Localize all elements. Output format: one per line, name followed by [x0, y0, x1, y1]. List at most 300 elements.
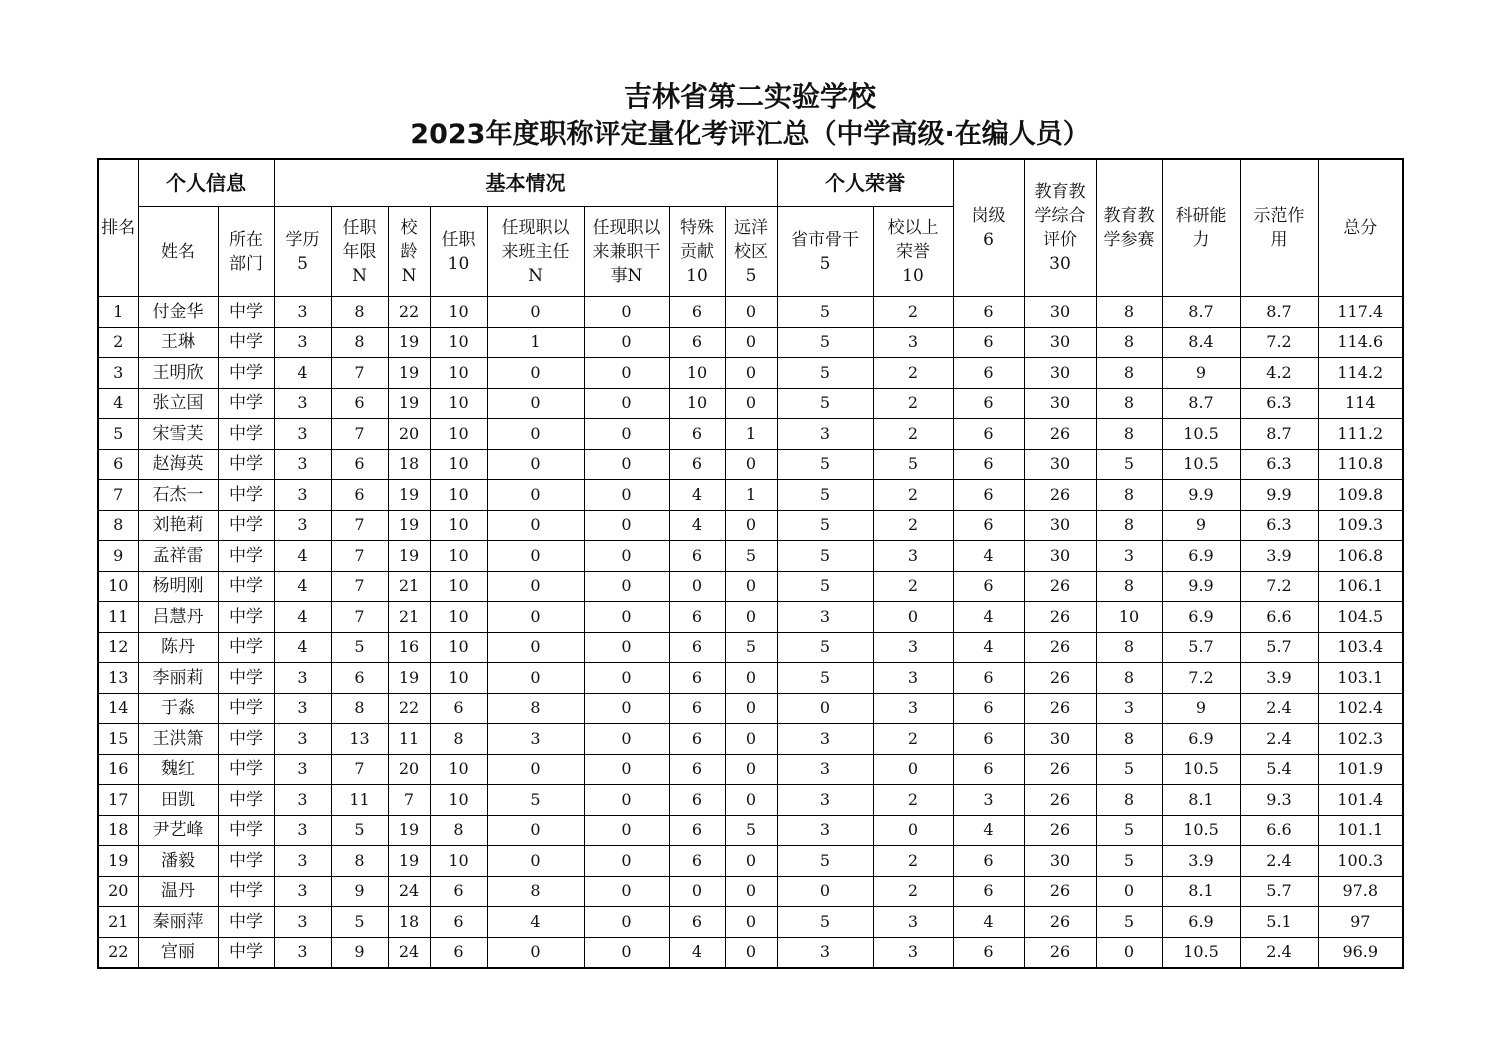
table-cell: 4	[274, 632, 331, 663]
table-cell: 18	[388, 449, 430, 480]
table-cell: 13	[98, 663, 138, 694]
table-cell: 7.2	[1162, 663, 1240, 694]
header-school-age: 校 龄 N	[388, 207, 430, 297]
table-cell: 96.9	[1318, 937, 1403, 968]
table-cell: 9	[1162, 510, 1240, 541]
table-cell: 11	[98, 602, 138, 633]
header-teaching-eval: 教育教 学综合 评价 30	[1024, 159, 1096, 297]
table-cell: 21	[388, 571, 430, 602]
table-cell: 18	[388, 907, 430, 938]
table-cell: 5.4	[1240, 754, 1318, 785]
table-cell: 4	[274, 358, 331, 389]
table-cell: 19	[388, 480, 430, 511]
name-cell: 王琳	[138, 327, 218, 358]
table-cell: 14	[98, 693, 138, 724]
table-cell: 7	[331, 571, 388, 602]
table-cell: 6	[669, 846, 725, 877]
table-cell: 6.3	[1240, 510, 1318, 541]
table-cell: 6.9	[1162, 602, 1240, 633]
table-cell: 6	[669, 724, 725, 755]
table-cell: 6	[953, 388, 1024, 419]
table-cell: 0	[725, 358, 777, 389]
header-special-contribution: 特殊 贡献 10	[669, 207, 725, 297]
table-cell: 8	[1096, 388, 1162, 419]
table-cell: 4	[274, 571, 331, 602]
table-cell: 2.4	[1240, 937, 1318, 968]
table-cell: 6	[669, 785, 725, 816]
name-cell: 赵海英	[138, 449, 218, 480]
table-cell: 0	[487, 815, 584, 846]
table-cell: 26	[1024, 754, 1096, 785]
table-cell: 0	[725, 449, 777, 480]
table-cell: 3	[274, 327, 331, 358]
table-cell: 3	[873, 907, 953, 938]
table-cell: 30	[1024, 358, 1096, 389]
table-cell: 10	[430, 480, 487, 511]
table-cell: 3	[873, 541, 953, 572]
table-cell: 9	[1162, 358, 1240, 389]
table-cell: 0	[487, 358, 584, 389]
table-cell: 8.7	[1162, 297, 1240, 328]
table-cell: 2	[873, 419, 953, 450]
table-cell: 0	[873, 754, 953, 785]
table-cell: 15	[98, 724, 138, 755]
table-cell: 0	[584, 846, 669, 877]
table-cell: 6	[669, 907, 725, 938]
table-cell: 0	[873, 602, 953, 633]
table-cell: 2	[873, 510, 953, 541]
table-cell: 8.7	[1162, 388, 1240, 419]
header-group-personal: 个人信息	[138, 159, 274, 207]
table-cell: 22	[388, 693, 430, 724]
table-cell: 6	[953, 876, 1024, 907]
table-cell: 5.7	[1162, 632, 1240, 663]
table-cell: 10	[430, 754, 487, 785]
table-cell: 4	[274, 602, 331, 633]
table-cell: 5	[1096, 846, 1162, 877]
table-cell: 0	[584, 876, 669, 907]
table-cell: 20	[388, 754, 430, 785]
table-cell: 114.6	[1318, 327, 1403, 358]
table-cell: 0	[725, 602, 777, 633]
table-cell: 26	[1024, 663, 1096, 694]
table-cell: 3	[274, 419, 331, 450]
table-cell: 0	[584, 480, 669, 511]
table-cell: 6	[953, 510, 1024, 541]
table-cell: 中学	[218, 876, 274, 907]
table-cell: 3	[274, 693, 331, 724]
table-row	[98, 358, 1403, 389]
table-cell: 6	[430, 693, 487, 724]
table-cell: 19	[388, 358, 430, 389]
table-row	[98, 754, 1403, 785]
table-cell: 97.8	[1318, 876, 1403, 907]
table-cell: 中学	[218, 480, 274, 511]
table-cell: 6	[953, 754, 1024, 785]
table-cell: 106.1	[1318, 571, 1403, 602]
table-cell: 16	[98, 754, 138, 785]
table-cell: 5	[1096, 815, 1162, 846]
name-cell: 宫丽	[138, 937, 218, 968]
table-cell: 0	[487, 663, 584, 694]
table-cell: 5	[331, 907, 388, 938]
table-cell: 8	[331, 693, 388, 724]
table-row	[98, 510, 1403, 541]
table-cell: 6.3	[1240, 388, 1318, 419]
table-cell: 5	[777, 510, 873, 541]
header-yuanyang-campus: 远洋 校区 5	[725, 207, 777, 297]
table-cell: 9.9	[1162, 480, 1240, 511]
table-cell: 117.4	[1318, 297, 1403, 328]
table-cell: 0	[487, 541, 584, 572]
table-cell: 26	[1024, 693, 1096, 724]
table-cell: 4.2	[1240, 358, 1318, 389]
table-cell: 0	[584, 419, 669, 450]
table-cell: 21	[388, 602, 430, 633]
table-cell: 6	[953, 358, 1024, 389]
name-cell: 宋雪芙	[138, 419, 218, 450]
table-cell: 中学	[218, 419, 274, 450]
name-cell: 魏红	[138, 754, 218, 785]
table-cell: 5	[873, 449, 953, 480]
table-cell: 109.8	[1318, 480, 1403, 511]
table-row	[98, 541, 1403, 572]
name-cell: 付金华	[138, 297, 218, 328]
name-cell: 石杰一	[138, 480, 218, 511]
table-cell: 11	[388, 724, 430, 755]
table-cell: 7	[331, 754, 388, 785]
name-cell: 潘毅	[138, 846, 218, 877]
table-cell: 3	[953, 785, 1024, 816]
table-cell: 1	[98, 297, 138, 328]
table-cell: 4	[953, 602, 1024, 633]
table-cell: 0	[584, 663, 669, 694]
table-cell: 3	[777, 754, 873, 785]
table-cell: 6	[953, 937, 1024, 968]
table-cell: 8	[1096, 510, 1162, 541]
header-total: 总分	[1318, 159, 1403, 297]
table-cell: 10	[430, 785, 487, 816]
table-row	[98, 388, 1403, 419]
table-cell: 9.9	[1240, 480, 1318, 511]
table-cell: 9.3	[1240, 785, 1318, 816]
table-cell: 5.7	[1240, 876, 1318, 907]
table-cell: 3	[274, 754, 331, 785]
table-cell: 10	[98, 571, 138, 602]
header-group-honor: 个人荣誉	[777, 159, 953, 207]
table-cell: 7.2	[1240, 327, 1318, 358]
table-cell: 中学	[218, 388, 274, 419]
table-cell: 0	[669, 571, 725, 602]
table-cell: 3	[777, 724, 873, 755]
table-cell: 中学	[218, 846, 274, 877]
table-cell: 0	[584, 907, 669, 938]
table-cell: 6	[430, 907, 487, 938]
table-row	[98, 724, 1403, 755]
header-group-basic: 基本情况	[274, 159, 777, 207]
table-cell: 102.3	[1318, 724, 1403, 755]
table-cell: 6.3	[1240, 449, 1318, 480]
name-cell: 刘艳莉	[138, 510, 218, 541]
table-cell: 103.4	[1318, 632, 1403, 663]
table-cell: 101.1	[1318, 815, 1403, 846]
table-cell: 1	[725, 419, 777, 450]
table-cell: 中学	[218, 693, 274, 724]
table-cell: 30	[1024, 541, 1096, 572]
table-cell: 5	[777, 297, 873, 328]
name-cell: 吕慧丹	[138, 602, 218, 633]
table-cell: 0	[584, 937, 669, 968]
table-cell: 0	[487, 480, 584, 511]
header-post-level: 岗级 6	[953, 159, 1024, 297]
table-cell: 5	[725, 541, 777, 572]
table-cell: 5	[777, 663, 873, 694]
table-cell: 0	[725, 663, 777, 694]
table-cell: 6	[953, 724, 1024, 755]
table-row	[98, 907, 1403, 938]
table-cell: 7	[331, 510, 388, 541]
table-cell: 6.6	[1240, 815, 1318, 846]
table-cell: 6.6	[1240, 602, 1318, 633]
table-cell: 0	[725, 876, 777, 907]
table-body	[98, 297, 1403, 969]
table-cell: 6	[669, 419, 725, 450]
name-cell: 王洪箫	[138, 724, 218, 755]
table-cell: 3	[274, 724, 331, 755]
table-cell: 0	[725, 510, 777, 541]
table-cell: 10	[430, 297, 487, 328]
table-cell: 30	[1024, 846, 1096, 877]
table-row	[98, 297, 1403, 328]
table-cell: 3	[274, 388, 331, 419]
table-cell: 6	[669, 663, 725, 694]
table-cell: 4	[953, 907, 1024, 938]
table-cell: 2	[873, 480, 953, 511]
table-cell: 2	[873, 785, 953, 816]
table-cell: 中学	[218, 297, 274, 328]
table-cell: 19	[388, 388, 430, 419]
table-cell: 10.5	[1162, 815, 1240, 846]
table-cell: 5	[777, 571, 873, 602]
table-cell: 8	[487, 693, 584, 724]
header-research: 科研能 力	[1162, 159, 1240, 297]
table-cell: 2.4	[1240, 724, 1318, 755]
table-row	[98, 846, 1403, 877]
table-cell: 9	[1162, 693, 1240, 724]
table-cell: 13	[331, 724, 388, 755]
table-cell: 10	[430, 449, 487, 480]
table-cell: 3.9	[1240, 663, 1318, 694]
table-cell: 0	[584, 297, 669, 328]
table-row	[98, 419, 1403, 450]
table-cell: 26	[1024, 937, 1096, 968]
table-cell: 8	[430, 815, 487, 846]
table-cell: 3	[98, 358, 138, 389]
table-cell: 21	[98, 907, 138, 938]
table-cell: 20	[388, 419, 430, 450]
table-cell: 2	[873, 876, 953, 907]
table-cell: 4	[953, 541, 1024, 572]
table-cell: 2	[98, 327, 138, 358]
name-cell: 李丽莉	[138, 663, 218, 694]
table-cell: 0	[487, 754, 584, 785]
table-cell: 26	[1024, 907, 1096, 938]
header-provincial-backbone: 省市骨干 5	[777, 207, 873, 297]
table-cell: 8.7	[1240, 419, 1318, 450]
table-cell: 8	[1096, 480, 1162, 511]
table-cell: 8	[1096, 327, 1162, 358]
table-cell: 9.9	[1162, 571, 1240, 602]
header-head-teacher: 任现职以 来班主任 N	[487, 207, 584, 297]
table-cell: 6	[953, 693, 1024, 724]
table-cell: 5.1	[1240, 907, 1318, 938]
table-cell: 10	[430, 419, 487, 450]
table-cell: 3	[1096, 693, 1162, 724]
table-cell: 17	[98, 785, 138, 816]
table-cell: 1	[725, 480, 777, 511]
table-cell: 19	[388, 510, 430, 541]
table-cell: 8.4	[1162, 327, 1240, 358]
table-cell: 20	[98, 876, 138, 907]
table-cell: 0	[725, 724, 777, 755]
table-cell: 104.5	[1318, 602, 1403, 633]
name-cell: 杨明刚	[138, 571, 218, 602]
table-cell: 6	[953, 846, 1024, 877]
table-cell: 3	[873, 663, 953, 694]
table-cell: 0	[725, 388, 777, 419]
table-cell: 中学	[218, 785, 274, 816]
table-cell: 0	[487, 602, 584, 633]
table-cell: 3.9	[1240, 541, 1318, 572]
table-cell: 0	[487, 419, 584, 450]
table-cell: 0	[584, 815, 669, 846]
table-cell: 110.8	[1318, 449, 1403, 480]
table-cell: 8	[331, 846, 388, 877]
table-cell: 中学	[218, 541, 274, 572]
header-post-score: 任职 10	[430, 207, 487, 297]
table-cell: 3	[274, 480, 331, 511]
table-cell: 0	[725, 693, 777, 724]
name-cell: 陈丹	[138, 632, 218, 663]
table-cell: 3	[777, 602, 873, 633]
table-row	[98, 571, 1403, 602]
table-cell: 6	[953, 449, 1024, 480]
table-cell: 5	[777, 480, 873, 511]
table-cell: 3	[487, 724, 584, 755]
table-cell: 0	[487, 510, 584, 541]
table-cell: 0	[725, 785, 777, 816]
table-cell: 0	[725, 754, 777, 785]
table-cell: 0	[487, 449, 584, 480]
table-cell: 9	[98, 541, 138, 572]
table-cell: 5	[487, 785, 584, 816]
table-row	[98, 632, 1403, 663]
table-cell: 7	[331, 541, 388, 572]
table-cell: 0	[1096, 876, 1162, 907]
table-cell: 100.3	[1318, 846, 1403, 877]
table-cell: 5	[98, 419, 138, 450]
table-cell: 10	[430, 571, 487, 602]
table-cell: 10.5	[1162, 754, 1240, 785]
table-cell: 24	[388, 876, 430, 907]
table-cell: 6	[669, 815, 725, 846]
table-cell: 97	[1318, 907, 1403, 938]
table-cell: 0	[584, 785, 669, 816]
table-cell: 0	[584, 388, 669, 419]
table-cell: 5	[725, 632, 777, 663]
table-cell: 2	[873, 846, 953, 877]
table-cell: 6	[669, 693, 725, 724]
table-cell: 5	[777, 846, 873, 877]
table-cell: 8.1	[1162, 785, 1240, 816]
name-cell: 张立国	[138, 388, 218, 419]
table-cell: 109.3	[1318, 510, 1403, 541]
table-cell: 10	[430, 541, 487, 572]
table-cell: 3	[274, 663, 331, 694]
table-cell: 19	[388, 846, 430, 877]
table-cell: 6.9	[1162, 541, 1240, 572]
table-cell: 5	[725, 815, 777, 846]
table-cell: 2	[873, 297, 953, 328]
table-cell: 8	[98, 510, 138, 541]
table-cell: 106.8	[1318, 541, 1403, 572]
table-row	[98, 480, 1403, 511]
table-cell: 3	[873, 327, 953, 358]
table-cell: 3	[274, 297, 331, 328]
table-cell: 4	[669, 937, 725, 968]
table-cell: 中学	[218, 358, 274, 389]
table-cell: 3	[777, 937, 873, 968]
table-cell: 5	[331, 632, 388, 663]
table-row	[98, 602, 1403, 633]
table-cell: 4	[669, 480, 725, 511]
table-cell: 10	[430, 602, 487, 633]
header-tenure: 任职 年限 N	[331, 207, 388, 297]
table-cell: 5	[777, 449, 873, 480]
table-cell: 0	[487, 571, 584, 602]
header-education: 学历 5	[274, 207, 331, 297]
table-cell: 26	[1024, 602, 1096, 633]
table-cell: 0	[725, 327, 777, 358]
table-cell: 8	[331, 327, 388, 358]
table-cell: 10	[430, 632, 487, 663]
table-cell: 6	[953, 419, 1024, 450]
table-cell: 26	[1024, 480, 1096, 511]
table-cell: 3	[274, 846, 331, 877]
table-cell: 19	[388, 327, 430, 358]
table-cell: 中学	[218, 327, 274, 358]
table-cell: 8	[1096, 724, 1162, 755]
table-cell: 0	[584, 327, 669, 358]
table-cell: 6	[669, 297, 725, 328]
table-cell: 6	[430, 876, 487, 907]
table-cell: 5	[777, 541, 873, 572]
table-cell: 8	[487, 876, 584, 907]
table-cell: 26	[1024, 419, 1096, 450]
page-subtitle: 2023年度职称评定量化考评汇总（中学高级·在编人员）	[410, 119, 1090, 150]
table-cell: 6	[331, 663, 388, 694]
table-row	[98, 663, 1403, 694]
table-cell: 2	[873, 358, 953, 389]
table-cell: 0	[725, 297, 777, 328]
table-cell: 10.5	[1162, 419, 1240, 450]
table-cell: 30	[1024, 724, 1096, 755]
table-cell: 6	[669, 632, 725, 663]
table-cell: 中学	[218, 571, 274, 602]
table-cell: 7	[388, 785, 430, 816]
table-cell: 2	[873, 724, 953, 755]
table-cell: 30	[1024, 297, 1096, 328]
